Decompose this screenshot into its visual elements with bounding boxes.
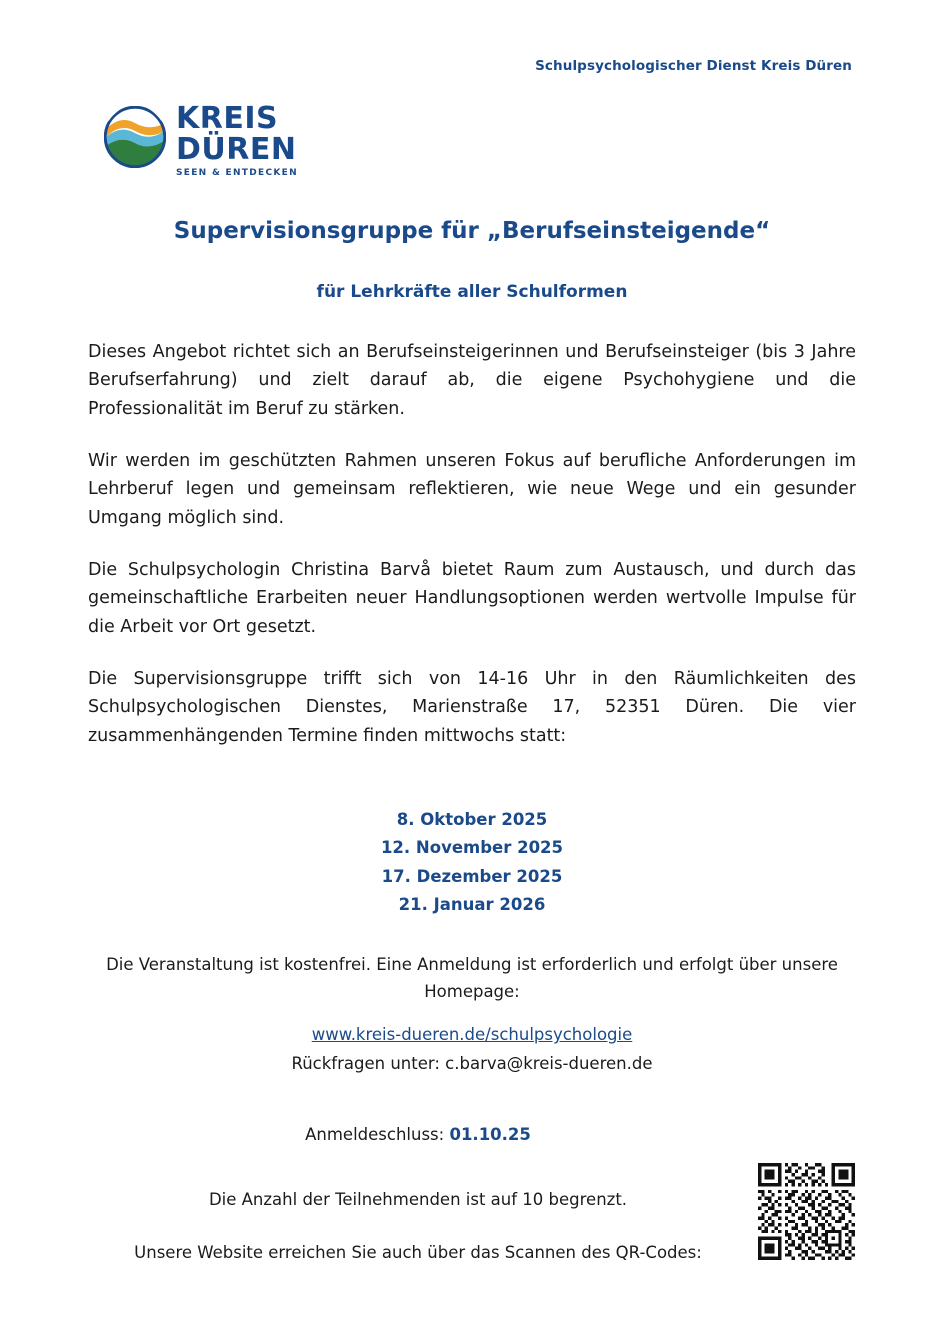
page-title: Supervisionsgruppe für „Berufseinsteigende“ xyxy=(173,218,771,244)
date-item: 12. November 2025 xyxy=(380,838,564,858)
logo-claim: SEEN & ENTDECKEN xyxy=(176,168,298,179)
registration-text: Die Veranstaltung ist kostenfrei. Eine Anmeldung ist erforderlich und erfolgt über unsere Homepage: xyxy=(106,955,838,1001)
page-edge-bar xyxy=(0,0,7,1335)
logo-wordmark xyxy=(176,101,298,179)
department-header: Schulpsychologischer Dienst Kreis Düren xyxy=(535,58,852,74)
logo-line-dueren: DÜREN xyxy=(176,131,297,167)
qr-code[interactable] xyxy=(758,1163,855,1260)
participant-limit: Die Anzahl der Teilnehmenden ist auf 10 begrenzt. xyxy=(208,1190,628,1209)
logo-line-kreis: KREIS xyxy=(176,101,279,136)
date-item: 8. Oktober 2025 xyxy=(396,810,548,829)
paragraph-4: Die Supervisionsgruppe trifft sich von 14-16 Uhr in den Räumlichkeiten des Schulpsychologischen Dienstes, Marienstraße 17, 52351 Düren. Die vier zusammenhängenden Termine finden mittwochs statt: xyxy=(88,669,856,746)
kreis-dueren-logo-icon xyxy=(104,106,166,168)
page-subtitle: für Lehrkräfte aller Schulformen xyxy=(316,282,628,302)
registration-link[interactable]: www.kreis-dueren.de/schulpsychologie xyxy=(311,1025,633,1045)
contact-line: Rückfragen unter: c.barva@kreis-dueren.de xyxy=(291,1054,653,1074)
body-text xyxy=(88,338,856,750)
deadline-line xyxy=(88,1125,748,1144)
deadline-value: 01.10.25 xyxy=(449,1125,531,1144)
registration-block xyxy=(88,952,856,1073)
paragraph-3: Die Schulpsychologin Christina Barvå bietet Raum zum Austausch, und durch das gemeinschaftliche Erarbeiten neuer Handlungsoptionen werden wertvolle Impulse für die Arbeit vor Ort gesetzt. xyxy=(88,560,856,637)
paragraph-2: Wir werden im geschützten Rahmen unseren Fokus auf berufliche Anforderungen im Lehrberuf legen und gemeinsam reflektieren, wie neue Wege und ein gesunder Umgang möglich sind. xyxy=(88,451,856,528)
date-item: 21. Januar 2026 xyxy=(398,895,546,915)
date-item: 17. Dezember 2025 xyxy=(381,866,563,886)
deadline-label: Anmeldeschluss: xyxy=(305,1125,445,1144)
logo xyxy=(104,98,364,179)
paragraph-1: Dieses Angebot richtet sich an Berufseinsteigerinnen und Berufseinsteiger (bis 3 Jahre Berufserfahrung) und zielt darauf ab, die eigene Psychohygiene und die Professionalität im Beruf zu stärken. xyxy=(88,342,856,419)
qr-note: Unsere Website erreichen Sie auch über das Scannen des QR-Codes: xyxy=(134,1243,702,1262)
date-list xyxy=(88,806,856,920)
